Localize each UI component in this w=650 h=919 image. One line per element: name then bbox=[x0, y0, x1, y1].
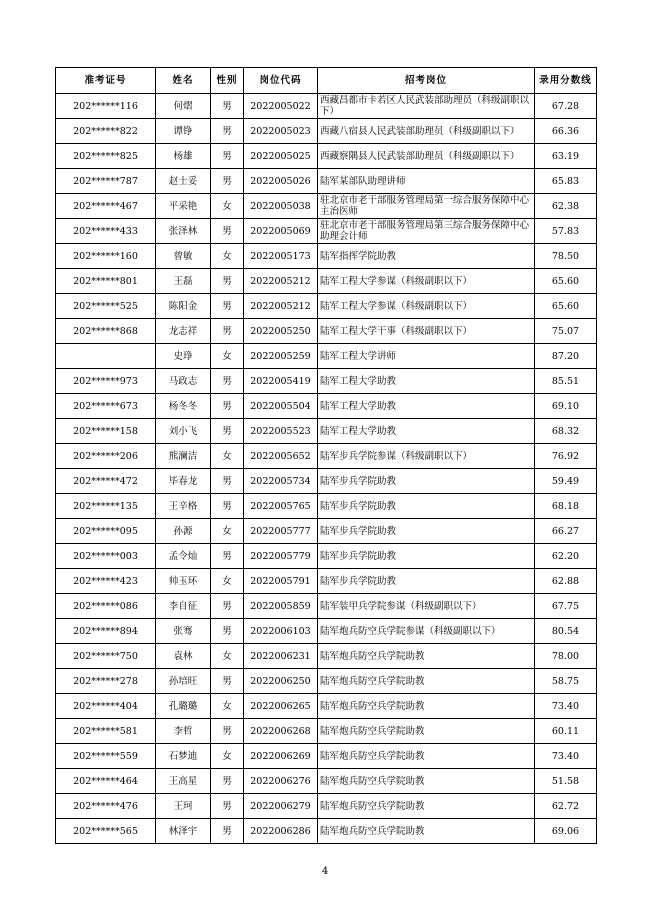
gender-cell: 女 bbox=[211, 744, 244, 769]
post-cell: 陆军炮兵防空兵学院助教 bbox=[318, 719, 535, 744]
table-row bbox=[56, 419, 597, 444]
gender-cell: 女 bbox=[211, 194, 244, 219]
page-number: 4 bbox=[321, 866, 329, 877]
table-row bbox=[56, 494, 597, 519]
table-header-row bbox=[56, 68, 597, 94]
name-cell: 杨冬冬 bbox=[156, 394, 211, 419]
post-cell: 陆军工程大学参谋（科级副职以下） bbox=[318, 294, 535, 319]
table-row bbox=[56, 219, 597, 244]
name-cell: 赵士妥 bbox=[156, 169, 211, 194]
score-cell: 57.83 bbox=[535, 219, 597, 244]
table-row bbox=[56, 144, 597, 169]
name-cell: 李自征 bbox=[156, 594, 211, 619]
exam-id-cell: 202******464 bbox=[56, 769, 156, 794]
post-cell: 陆军炮兵防空兵学院助教 bbox=[318, 669, 535, 694]
score-cell: 65.60 bbox=[535, 269, 597, 294]
gender-cell: 男 bbox=[211, 769, 244, 794]
table-row bbox=[56, 169, 597, 194]
name-cell: 龙志祥 bbox=[156, 319, 211, 344]
post-code-cell: 2022006276 bbox=[244, 769, 318, 794]
post-code-cell: 2022006279 bbox=[244, 794, 318, 819]
gender-cell: 女 bbox=[211, 694, 244, 719]
post-cell: 陆军步兵学院助教 bbox=[318, 544, 535, 569]
header-post: 招考岗位 bbox=[318, 68, 535, 94]
table-row bbox=[56, 769, 597, 794]
table-row bbox=[56, 744, 597, 769]
post-code-cell: 2022006268 bbox=[244, 719, 318, 744]
score-cell: 66.27 bbox=[535, 519, 597, 544]
exam-id-cell: 202******801 bbox=[56, 269, 156, 294]
score-cell: 76.92 bbox=[535, 444, 597, 469]
post-code-cell: 2022005504 bbox=[244, 394, 318, 419]
header-gender: 性别 bbox=[211, 68, 244, 94]
post-cell: 陆军工程大学讲师 bbox=[318, 344, 535, 369]
score-cell: 63.19 bbox=[535, 144, 597, 169]
score-cell: 78.50 bbox=[535, 244, 597, 269]
gender-cell: 男 bbox=[211, 719, 244, 744]
gender-cell: 男 bbox=[211, 419, 244, 444]
post-code-cell: 2022005777 bbox=[244, 519, 318, 544]
post-code-cell: 2022005652 bbox=[244, 444, 318, 469]
exam-id-cell: 202******423 bbox=[56, 569, 156, 594]
table-row bbox=[56, 619, 597, 644]
name-cell: 王高星 bbox=[156, 769, 211, 794]
exam-id-cell: 202******673 bbox=[56, 394, 156, 419]
exam-id-cell: 202******559 bbox=[56, 744, 156, 769]
name-cell: 马政志 bbox=[156, 369, 211, 394]
score-cell: 73.40 bbox=[535, 744, 597, 769]
name-cell: 张骞 bbox=[156, 619, 211, 644]
name-cell: 陈阳金 bbox=[156, 294, 211, 319]
post-cell: 西藏昌都市卡若区人民武装部助理员（科级副职以下） bbox=[318, 94, 535, 119]
name-cell: 王辛格 bbox=[156, 494, 211, 519]
gender-cell: 男 bbox=[211, 94, 244, 119]
score-cell: 67.28 bbox=[535, 94, 597, 119]
post-code-cell: 2022006231 bbox=[244, 644, 318, 669]
gender-cell: 男 bbox=[211, 119, 244, 144]
exam-id-cell: 202******433 bbox=[56, 219, 156, 244]
post-code-cell: 2022005734 bbox=[244, 469, 318, 494]
score-cell: 62.20 bbox=[535, 544, 597, 569]
name-cell: 石梦迪 bbox=[156, 744, 211, 769]
post-code-cell: 2022005212 bbox=[244, 269, 318, 294]
post-code-cell: 2022005069 bbox=[244, 219, 318, 244]
post-cell: 陆军工程大学助教 bbox=[318, 419, 535, 444]
exam-id-cell: 202******278 bbox=[56, 669, 156, 694]
table-row bbox=[56, 669, 597, 694]
exam-id-cell: 202******825 bbox=[56, 144, 156, 169]
post-code-cell: 2022005022 bbox=[244, 94, 318, 119]
name-cell: 曾敏 bbox=[156, 244, 211, 269]
name-cell: 王珂 bbox=[156, 794, 211, 819]
post-cell: 陆军指挥学院助教 bbox=[318, 244, 535, 269]
post-cell: 陆军步兵学院参谋（科级副职以下） bbox=[318, 444, 535, 469]
score-cell: 68.32 bbox=[535, 419, 597, 444]
header-name: 姓名 bbox=[156, 68, 211, 94]
gender-cell: 男 bbox=[211, 794, 244, 819]
name-cell: 史琤 bbox=[156, 344, 211, 369]
gender-cell: 女 bbox=[211, 519, 244, 544]
post-code-cell: 2022005038 bbox=[244, 194, 318, 219]
post-code-cell: 2022005212 bbox=[244, 294, 318, 319]
table-row bbox=[56, 319, 597, 344]
name-cell: 孔璐璐 bbox=[156, 694, 211, 719]
score-cell: 87.20 bbox=[535, 344, 597, 369]
gender-cell: 男 bbox=[211, 144, 244, 169]
score-cell: 85.51 bbox=[535, 369, 597, 394]
exam-id-cell: 202******973 bbox=[56, 369, 156, 394]
post-cell: 陆军步兵学院助教 bbox=[318, 519, 535, 544]
score-cell: 65.60 bbox=[535, 294, 597, 319]
gender-cell: 男 bbox=[211, 544, 244, 569]
post-code-cell: 2022006269 bbox=[244, 744, 318, 769]
gender-cell: 男 bbox=[211, 469, 244, 494]
score-cell: 66.36 bbox=[535, 119, 597, 144]
post-cell: 陆军炮兵防空兵学院助教 bbox=[318, 694, 535, 719]
post-code-cell: 2022005523 bbox=[244, 419, 318, 444]
table-row bbox=[56, 269, 597, 294]
score-cell: 78.00 bbox=[535, 644, 597, 669]
exam-id-cell: 202******135 bbox=[56, 494, 156, 519]
table-row bbox=[56, 369, 597, 394]
table-row bbox=[56, 544, 597, 569]
exam-id-cell: 202******160 bbox=[56, 244, 156, 269]
post-cell: 陆军炮兵防空兵学院助教 bbox=[318, 794, 535, 819]
score-cell: 69.06 bbox=[535, 819, 597, 844]
gender-cell: 女 bbox=[211, 244, 244, 269]
name-cell: 张泽林 bbox=[156, 219, 211, 244]
table-row bbox=[56, 344, 597, 369]
post-cell: 陆军步兵学院助教 bbox=[318, 494, 535, 519]
exam-id-cell: 202******894 bbox=[56, 619, 156, 644]
name-cell: 孙源 bbox=[156, 519, 211, 544]
gender-cell: 男 bbox=[211, 269, 244, 294]
post-code-cell: 2022005259 bbox=[244, 344, 318, 369]
header-post-code: 岗位代码 bbox=[244, 68, 318, 94]
post-cell: 陆军工程大学干事（科级副职以下） bbox=[318, 319, 535, 344]
exam-id-cell: 202******095 bbox=[56, 519, 156, 544]
score-cell: 75.07 bbox=[535, 319, 597, 344]
exam-id-cell: 202******467 bbox=[56, 194, 156, 219]
post-code-cell: 2022005765 bbox=[244, 494, 318, 519]
name-cell: 谭铮 bbox=[156, 119, 211, 144]
score-cell: 67.75 bbox=[535, 594, 597, 619]
post-code-cell: 2022005250 bbox=[244, 319, 318, 344]
gender-cell: 男 bbox=[211, 394, 244, 419]
score-cell: 62.72 bbox=[535, 794, 597, 819]
table-row bbox=[56, 644, 597, 669]
gender-cell: 男 bbox=[211, 369, 244, 394]
post-code-cell: 2022006103 bbox=[244, 619, 318, 644]
name-cell: 帅玉环 bbox=[156, 569, 211, 594]
post-code-cell: 2022006250 bbox=[244, 669, 318, 694]
gender-cell: 男 bbox=[211, 669, 244, 694]
gender-cell: 女 bbox=[211, 344, 244, 369]
gender-cell: 男 bbox=[211, 294, 244, 319]
exam-id-cell: 202******581 bbox=[56, 719, 156, 744]
post-code-cell: 2022005859 bbox=[244, 594, 318, 619]
exam-id-cell: 202******404 bbox=[56, 694, 156, 719]
score-cell: 59.49 bbox=[535, 469, 597, 494]
post-code-cell: 2022005791 bbox=[244, 569, 318, 594]
post-code-cell: 2022005025 bbox=[244, 144, 318, 169]
post-code-cell: 2022005173 bbox=[244, 244, 318, 269]
admission-score-table bbox=[55, 67, 597, 844]
post-code-cell: 2022005419 bbox=[244, 369, 318, 394]
post-cell: 陆军步兵学院助教 bbox=[318, 469, 535, 494]
gender-cell: 男 bbox=[211, 494, 244, 519]
score-cell: 58.75 bbox=[535, 669, 597, 694]
post-code-cell: 2022006265 bbox=[244, 694, 318, 719]
table-row bbox=[56, 469, 597, 494]
post-code-cell: 2022006286 bbox=[244, 819, 318, 844]
post-cell: 陆军步兵学院助教 bbox=[318, 569, 535, 594]
post-cell: 陆军工程大学参谋（科级副职以下） bbox=[318, 269, 535, 294]
post-cell: 陆军炮兵防空兵学院助教 bbox=[318, 744, 535, 769]
name-cell: 熊澜洁 bbox=[156, 444, 211, 469]
post-code-cell: 2022005023 bbox=[244, 119, 318, 144]
name-cell: 毕春龙 bbox=[156, 469, 211, 494]
post-cell: 陆军炮兵防空兵学院参谋（科级副职以下） bbox=[318, 619, 535, 644]
exam-id-cell: 202******003 bbox=[56, 544, 156, 569]
table-row bbox=[56, 444, 597, 469]
table-body bbox=[56, 94, 597, 844]
name-cell: 平采艳 bbox=[156, 194, 211, 219]
exam-id-cell: 202******476 bbox=[56, 794, 156, 819]
exam-id-cell: 202******787 bbox=[56, 169, 156, 194]
post-cell: 陆军工程大学助教 bbox=[318, 394, 535, 419]
name-cell: 李哲 bbox=[156, 719, 211, 744]
post-cell: 陆军工程大学助教 bbox=[318, 369, 535, 394]
table-row bbox=[56, 569, 597, 594]
table-row bbox=[56, 594, 597, 619]
post-cell: 陆军炮兵防空兵学院助教 bbox=[318, 769, 535, 794]
table-row bbox=[56, 819, 597, 844]
exam-id-cell: 202******086 bbox=[56, 594, 156, 619]
gender-cell: 男 bbox=[211, 319, 244, 344]
score-cell: 51.58 bbox=[535, 769, 597, 794]
name-cell: 何熠 bbox=[156, 94, 211, 119]
exam-id-cell: 202******116 bbox=[56, 94, 156, 119]
gender-cell: 男 bbox=[211, 619, 244, 644]
post-cell: 驻北京市老干部服务管理局第一综合服务保障中心主治医师 bbox=[318, 194, 535, 219]
header-score: 录用分数线 bbox=[535, 68, 597, 94]
gender-cell: 男 bbox=[211, 169, 244, 194]
post-cell: 陆军炮兵防空兵学院助教 bbox=[318, 644, 535, 669]
post-code-cell: 2022005779 bbox=[244, 544, 318, 569]
table-row bbox=[56, 119, 597, 144]
post-code-cell: 2022005026 bbox=[244, 169, 318, 194]
exam-id-cell: 202******472 bbox=[56, 469, 156, 494]
name-cell: 孟令灿 bbox=[156, 544, 211, 569]
gender-cell: 男 bbox=[211, 594, 244, 619]
name-cell: 孙培旺 bbox=[156, 669, 211, 694]
table-row bbox=[56, 794, 597, 819]
gender-cell: 女 bbox=[211, 644, 244, 669]
gender-cell: 男 bbox=[211, 219, 244, 244]
name-cell: 刘小飞 bbox=[156, 419, 211, 444]
exam-id-cell: 202******158 bbox=[56, 419, 156, 444]
table-row bbox=[56, 719, 597, 744]
score-cell: 62.88 bbox=[535, 569, 597, 594]
header-exam-id: 准考证号 bbox=[56, 68, 156, 94]
gender-cell: 男 bbox=[211, 819, 244, 844]
name-cell: 袁林 bbox=[156, 644, 211, 669]
score-cell: 69.10 bbox=[535, 394, 597, 419]
table-row bbox=[56, 194, 597, 219]
table-row bbox=[56, 394, 597, 419]
post-cell: 陆军炮兵防空兵学院助教 bbox=[318, 819, 535, 844]
score-cell: 60.11 bbox=[535, 719, 597, 744]
exam-id-cell: 202******565 bbox=[56, 819, 156, 844]
exam-id-cell: 202******525 bbox=[56, 294, 156, 319]
name-cell: 王磊 bbox=[156, 269, 211, 294]
name-cell: 杨雄 bbox=[156, 144, 211, 169]
table-row bbox=[56, 94, 597, 119]
table-row bbox=[56, 519, 597, 544]
table-row bbox=[56, 694, 597, 719]
score-cell: 68.18 bbox=[535, 494, 597, 519]
post-cell: 陆军装甲兵学院参谋（科级副职以下） bbox=[318, 594, 535, 619]
post-cell: 西藏八宿县人民武装部助理员（科级副职以下） bbox=[318, 119, 535, 144]
exam-id-cell: 202******750 bbox=[56, 644, 156, 669]
score-cell: 65.83 bbox=[535, 169, 597, 194]
gender-cell: 女 bbox=[211, 444, 244, 469]
table-row bbox=[56, 294, 597, 319]
exam-id-cell: 202******206 bbox=[56, 444, 156, 469]
name-cell: 林泽宇 bbox=[156, 819, 211, 844]
score-cell: 73.40 bbox=[535, 694, 597, 719]
post-cell: 驻北京市老干部服务管理局第三综合服务保障中心助理会计师 bbox=[318, 219, 535, 244]
post-cell: 西藏察隅县人民武装部助理员（科级副职以下） bbox=[318, 144, 535, 169]
score-cell: 80.54 bbox=[535, 619, 597, 644]
score-cell: 62.38 bbox=[535, 194, 597, 219]
table-row bbox=[56, 244, 597, 269]
exam-id-cell: 202******868 bbox=[56, 319, 156, 344]
gender-cell: 女 bbox=[211, 569, 244, 594]
exam-id-cell bbox=[56, 344, 156, 369]
exam-id-cell: 202******822 bbox=[56, 119, 156, 144]
post-cell: 陆军某部队助理讲师 bbox=[318, 169, 535, 194]
